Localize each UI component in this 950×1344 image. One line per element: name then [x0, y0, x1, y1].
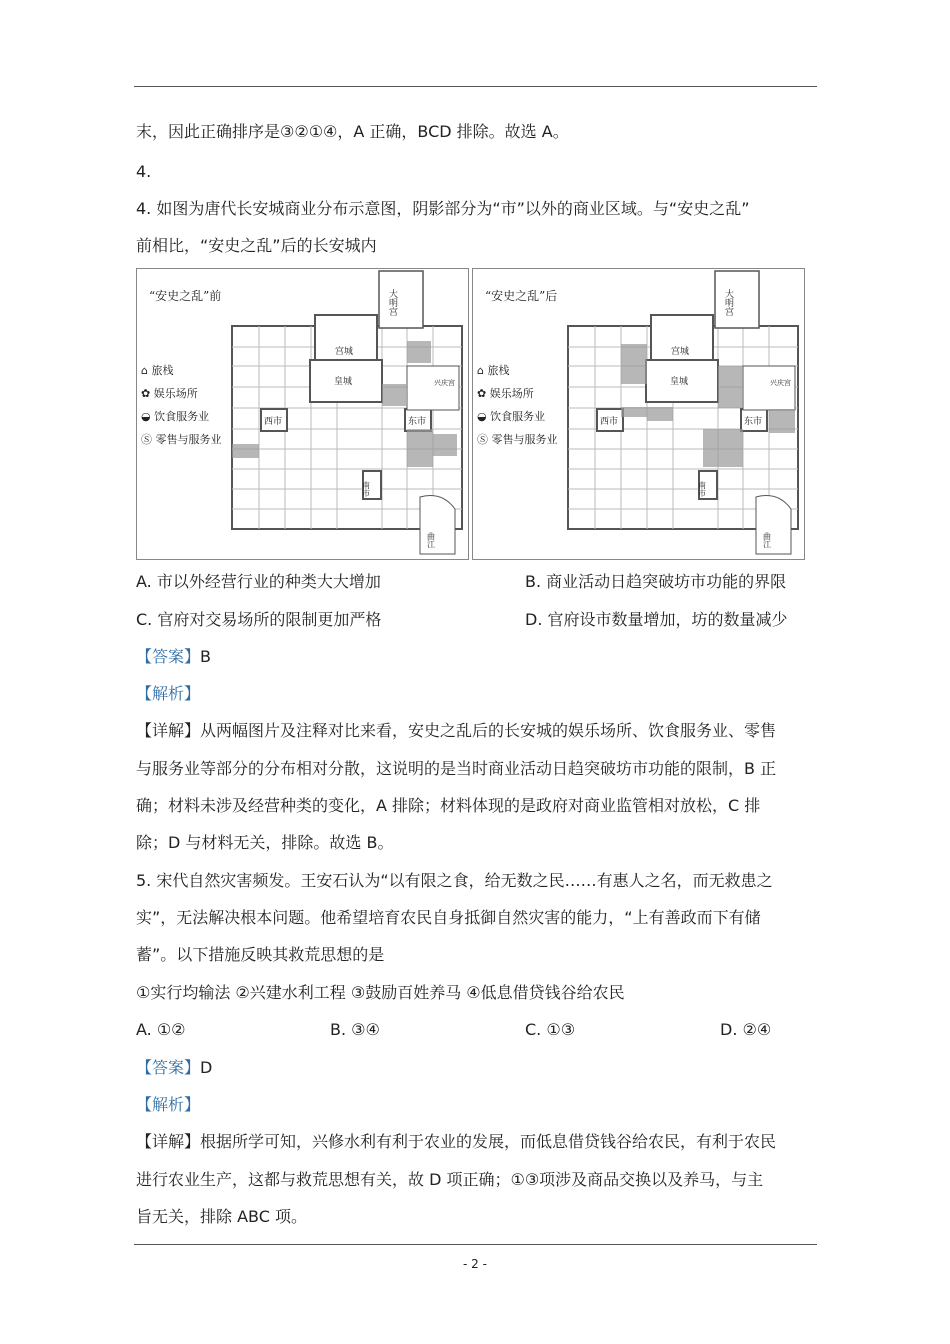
- page-number: - 2 -: [463, 1257, 487, 1271]
- retail-icon: Ⓢ: [477, 433, 488, 446]
- q4-detail-line2: 与服务业等部分的分布相对分散，这说明的是当时商业活动日趋突破坊市功能的限制，B 正: [136, 759, 777, 778]
- q4-detail-line4: 除；D 与材料无关，排除。故选 B。: [136, 833, 394, 852]
- legend-item: ◒ 饮食服务业: [477, 410, 546, 423]
- legend-item: ⌂ 旅栈: [477, 364, 510, 377]
- gongcheng-label: 宫城: [671, 347, 690, 357]
- q4-analysis-tag: 【解析】: [136, 684, 201, 703]
- daming-label: 大明宫: [723, 289, 733, 316]
- q5-option-b: B. ③④: [330, 1020, 380, 1039]
- map-after: [472, 268, 805, 560]
- q4-answer: 【答案】B: [136, 647, 211, 666]
- city-plan-before: [137, 269, 468, 559]
- entertainment-icon: ✿: [477, 387, 487, 400]
- dongshi-label: 东市: [408, 417, 427, 427]
- q4-stem-line2: 前相比，“安史之乱”后的长安城内: [136, 236, 377, 255]
- inn-icon: ⌂: [477, 364, 484, 377]
- daming-label: 大明宫: [387, 289, 397, 316]
- food-service-icon: ◒: [141, 410, 151, 423]
- q4-detail-line3: 确；材料未涉及经营种类的变化，A 排除；材料体现的是政府对商业监管相对放松，C 排: [136, 796, 761, 815]
- question-number: 4.: [136, 162, 152, 181]
- q4-option-a: A. 市以外经营行业的种类大大增加: [136, 572, 381, 591]
- city-plan-after: [473, 269, 804, 559]
- q5-option-a: A. ①②: [136, 1020, 186, 1039]
- dongshi-label: 东市: [744, 417, 763, 427]
- retail-icon: Ⓢ: [141, 433, 152, 446]
- q5-stem-line2: 实”，无法解决根本问题。他希望培育农民自身抵御自然灾害的能力，“上有善政而下有储: [136, 908, 761, 927]
- q5-option-d: D. ②④: [720, 1020, 772, 1039]
- legend-item: Ⓢ 零售与服务业: [477, 433, 558, 446]
- xingqing-label: 兴庆宫: [770, 379, 791, 387]
- legend-item: ✿ 娱乐场所: [141, 387, 198, 400]
- map-before: [136, 268, 469, 560]
- q5-option-c: C. ①③: [525, 1020, 576, 1039]
- q5-detail-line2: 进行农业生产，这都与救荒思想有关，故 D 项正确；①③项涉及商品交换以及养马，与主: [136, 1170, 764, 1189]
- nanshi-label: 南市: [697, 481, 707, 497]
- q4-option-d: D. 官府设市数量增加，坊的数量减少: [525, 610, 788, 629]
- q4-detail-line1: 【详解】从两幅图片及注释对比来看，安史之乱后的长安城的娱乐场所、饮食服务业、零售: [136, 721, 777, 740]
- huangcheng-label: 皇城: [334, 377, 353, 387]
- xishi-label: 西市: [600, 417, 619, 427]
- qujiang-label: 曲江: [762, 532, 772, 548]
- q5-stem-line3: 蓄”。以下措施反映其救荒思想的是: [136, 945, 385, 964]
- xishi-label: 西市: [264, 417, 283, 427]
- q5-detail-line3: 旨无关，排除 ABC 项。: [136, 1207, 307, 1226]
- entertainment-icon: ✿: [141, 387, 151, 400]
- q5-answer: 【答案】D: [136, 1058, 213, 1077]
- q5-detail-line1: 【详解】根据所学可知，兴修水利有利于农业的发展，而低息借贷钱谷给农民，有利于农民: [136, 1132, 777, 1151]
- prev-answer-text: 末，因此正确排序是③②①④，A 正确，BCD 排除。故选 A。: [136, 122, 569, 141]
- qujiang-label: 曲江: [426, 532, 436, 548]
- xingqing-label: 兴庆宫: [434, 379, 455, 387]
- inn-icon: ⌂: [141, 364, 148, 377]
- q4-stem-line1: 4. 如图为唐代长安城商业分布示意图，阴影部分为“市”以外的商业区域。与“安史之乱”: [136, 199, 750, 218]
- q4-option-b: B. 商业活动日趋突破坊市功能的界限: [525, 572, 787, 591]
- huangcheng-label: 皇城: [670, 377, 689, 387]
- q5-stem-line1: 5. 宋代自然灾害频发。王安石认为“以有限之食，给无数之民……有惠人之名，而无救患之: [136, 871, 773, 890]
- map-after-title: “安史之乱”后: [485, 289, 558, 303]
- food-service-icon: ◒: [477, 410, 487, 423]
- q4-option-c: C. 官府对交易场所的限制更加严格: [136, 610, 382, 629]
- legend-item: ⌂ 旅栈: [141, 364, 174, 377]
- q5-analysis-tag: 【解析】: [136, 1095, 201, 1114]
- q5-items: ①实行均输法 ②兴建水利工程 ③鼓励百姓养马 ④低息借贷钱谷给农民: [136, 983, 625, 1002]
- header-rule: [134, 86, 817, 87]
- footer-rule: [134, 1244, 817, 1245]
- legend-item: Ⓢ 零售与服务业: [141, 433, 222, 446]
- gongcheng-label: 宫城: [335, 347, 354, 357]
- legend-item: ◒ 饮食服务业: [141, 410, 210, 423]
- legend-item: ✿ 娱乐场所: [477, 387, 534, 400]
- nanshi-label: 南市: [361, 481, 371, 497]
- map-before-title: “安史之乱”前: [149, 289, 222, 303]
